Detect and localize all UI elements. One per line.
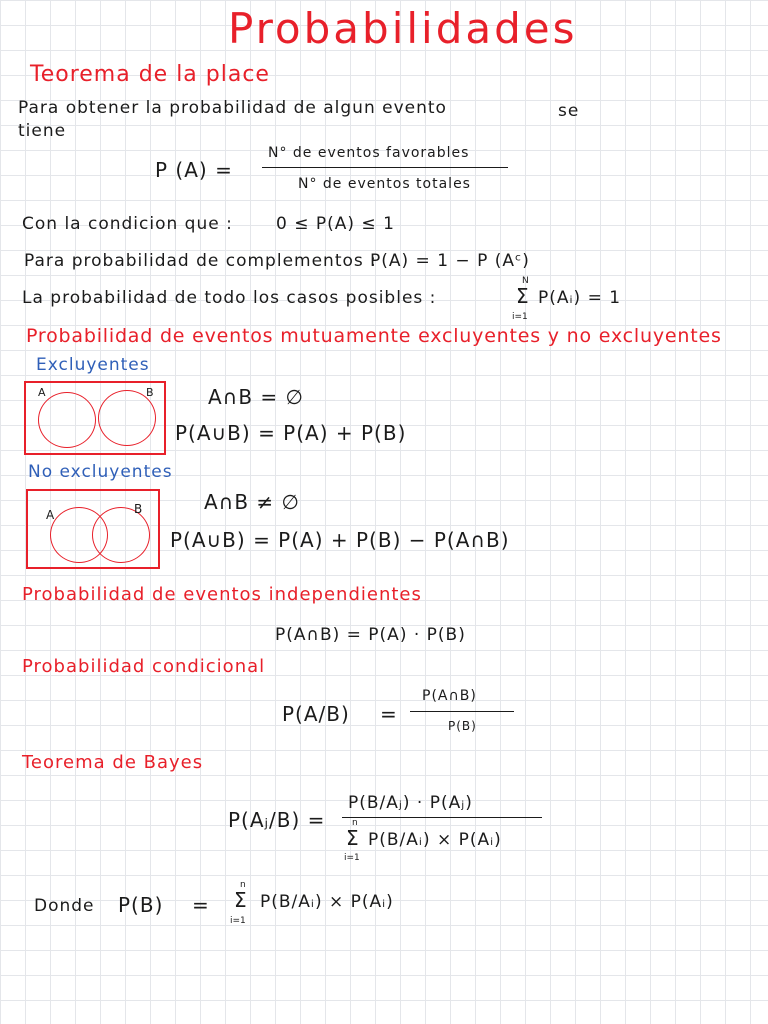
independent-heading: Probabilidad de eventos independientes: [22, 584, 422, 605]
laplace-formula-lhs: P (A) =: [155, 158, 233, 182]
no-excluyentes-eq1: A∩B ≠ ∅: [204, 490, 300, 514]
conditional-numerator: P(A∩B): [422, 688, 477, 704]
donde-sum-bottom: i=1: [230, 916, 246, 926]
donde-expr: P(B/Aᵢ) × P(Aᵢ): [260, 892, 394, 912]
sum-sigma: Σ: [516, 284, 529, 308]
bayes-numerator: P(B/Aⱼ) · P(Aⱼ): [348, 793, 473, 813]
donde-sum-sigma: Σ: [234, 888, 247, 912]
donde-label: Donde: [34, 896, 95, 916]
no-excluyentes-eq2: P(A∪B) = P(A) + P(B) − P(A∩B): [170, 528, 510, 552]
excluyentes-circle-a: [38, 392, 96, 448]
all-cases-label: La probabilidad de todo los casos posibles :: [22, 288, 437, 308]
sum-bottom-index: i=1: [512, 312, 528, 322]
independent-formula: P(A∩B) = P(A) · P(B): [275, 625, 466, 645]
laplace-intro-se: se: [558, 101, 580, 121]
no-excluyentes-label-a: A: [46, 508, 55, 522]
bayes-sum-sigma: Σ: [346, 826, 359, 850]
bayes-denominator: P(B/Aᵢ) × P(Aᵢ): [368, 830, 502, 850]
conditional-heading: Probabilidad condicional: [22, 656, 266, 677]
excluyentes-label: Excluyentes: [36, 355, 150, 375]
no-excluyentes-label: No excluyentes: [28, 462, 173, 482]
bayes-lhs: P(Aⱼ/B) =: [228, 808, 326, 832]
conditional-denominator: P(B): [448, 719, 477, 733]
excluyentes-label-b: B: [146, 386, 154, 399]
donde-sum-top: n: [240, 880, 246, 890]
laplace-heading: Teorema de la place: [30, 62, 270, 87]
laplace-fraction-bar: [262, 167, 508, 168]
no-excluyentes-label-b: B: [134, 502, 143, 516]
laplace-denominator: N° de eventos totales: [298, 176, 471, 192]
page-title: Probabilidades: [228, 4, 578, 53]
bayes-sum-bottom: i=1: [344, 853, 360, 863]
condition-label: Con la condicion que :: [22, 214, 233, 234]
conditional-lhs: P(A/B): [282, 702, 350, 726]
bayes-sum-top: n: [352, 818, 358, 828]
laplace-numerator: N° de eventos favorables: [268, 145, 470, 161]
laplace-intro-line2: tiene: [18, 121, 67, 141]
condition-expr: 0 ≤ P(A) ≤ 1: [276, 214, 395, 234]
mutual-heading: Probabilidad de eventos mutuamente excluyentes y no excluyentes: [26, 325, 722, 347]
donde-equals: =: [192, 893, 210, 917]
complement-label: Para probabilidad de complementos :: [24, 251, 377, 271]
donde-lhs: P(B): [118, 893, 164, 917]
all-cases-expr: P(Aᵢ) = 1: [538, 288, 622, 308]
excluyentes-eq2: P(A∪B) = P(A) + P(B): [175, 421, 407, 445]
excluyentes-eq1: A∩B = ∅: [208, 385, 304, 409]
sum-top-index: N: [522, 276, 529, 286]
complement-expr: P(A) = 1 − P (Aᶜ): [370, 251, 530, 271]
bayes-fraction-bar: [342, 817, 542, 818]
excluyentes-label-a: A: [38, 386, 46, 399]
laplace-intro-line1: Para obtener la probabilidad de algun evento: [18, 98, 447, 118]
bayes-heading: Teorema de Bayes: [22, 752, 204, 773]
conditional-equals: =: [380, 702, 398, 726]
conditional-fraction-bar: [410, 711, 514, 712]
